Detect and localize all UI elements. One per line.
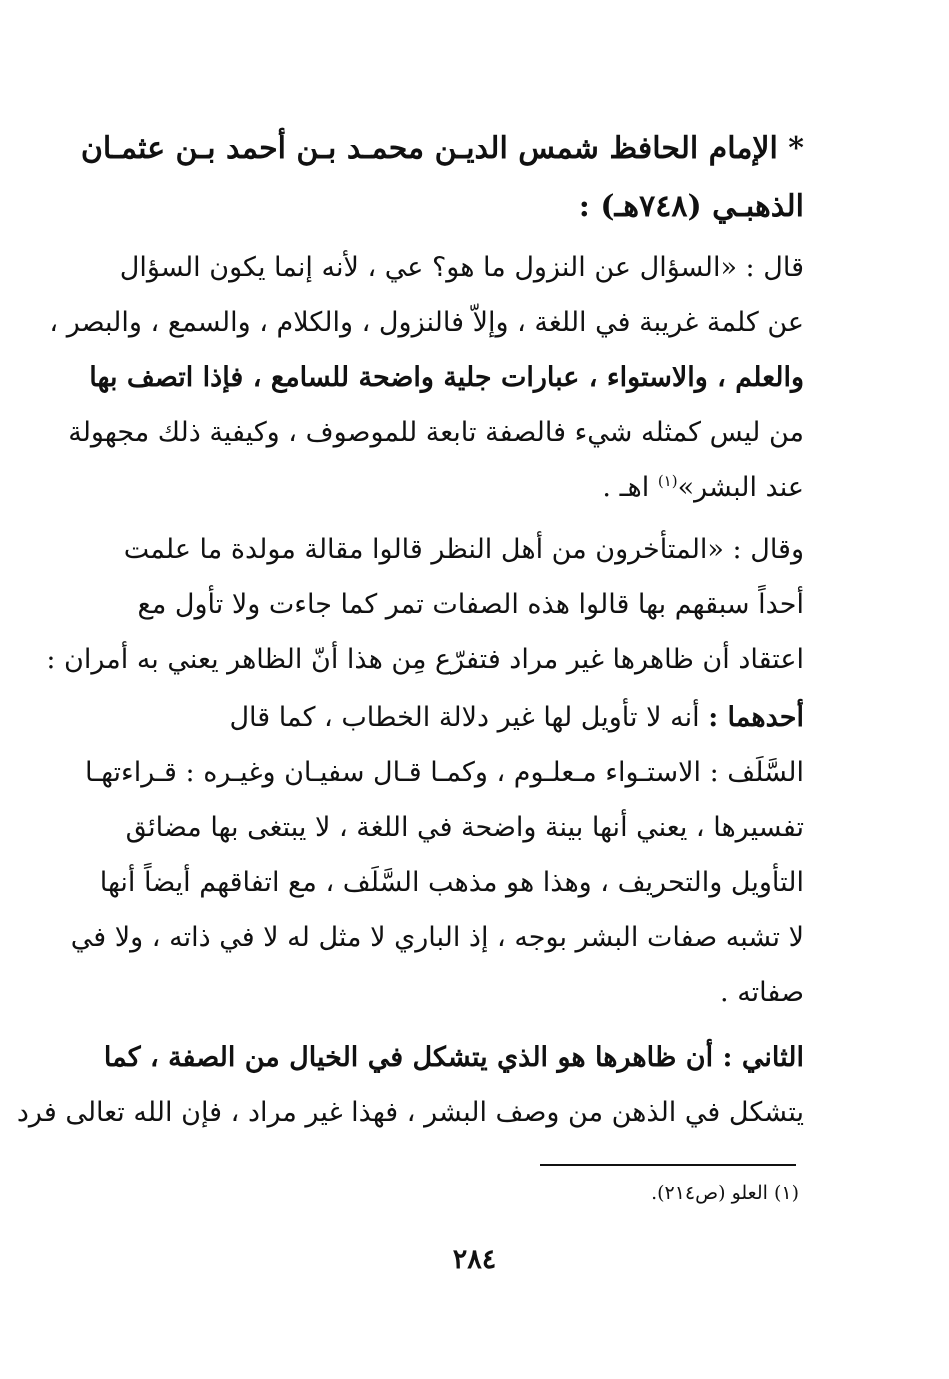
paragraph-line: عن كلمة غريبة في اللغة ، وإلاّ فالنزول ، والكلام ، والسمع ، والبصر ، [49, 307, 804, 338]
footnote-divider [540, 1164, 796, 1166]
paragraph-second-meaning [16, 1030, 804, 1140]
paragraph-line: والعلم ، والاستواء ، عبارات جلية واضحة للسامع ، فإذا اتصف بها [89, 362, 804, 393]
paragraph-text: عند البشر» [677, 472, 804, 503]
heading-line-1: * الإمام الحافظ شمس الديـن محمـد بـن أحمد بـن عثمـان [80, 131, 804, 166]
footnote-marker[interactable]: (١) [657, 472, 678, 490]
paragraph-line: تفسيرها ، يعني أنها بينة واضحة في اللغة ، لا يبتغى بها مضائق [125, 812, 804, 843]
paragraph-line [98, 1030, 804, 1085]
paragraph-line-last: صفاته . [720, 977, 804, 1008]
paragraph-line: اعتقاد أن ظاهرها غير مراد فتفرّع مِن هذا أنّ الظاهر يعني به أمران : [46, 644, 804, 675]
paragraph-line: أحداً سبقهم بها قالوا هذه الصفات تمر كما جاءت ولا تأول مع [137, 589, 804, 620]
section-heading [80, 120, 804, 236]
paragraph-quote-2 [46, 522, 804, 687]
heading-line-2: الذهبـي (٧٤٨هـ) : [578, 189, 804, 224]
paragraph-label: أحدهما : [708, 702, 804, 733]
paragraph-text: أن ظاهرها هو الذي يتشكل في الخيال من الصفة ، كما [103, 1042, 723, 1073]
paragraph-line: من ليس كمثله شيء فالصفة تابعة للموصوف ، وكيفية ذلك مجهولة [68, 417, 804, 448]
paragraph-text: أنه لا تأويل لها غير دلالة الخطاب ، كما قال [229, 702, 709, 733]
paragraph-label: الثاني : [722, 1042, 804, 1073]
paragraph-line [98, 690, 804, 745]
paragraph-line: قال : «السؤال عن النزول ما هو؟ عي ، لأنه إنما يكون السؤال [119, 252, 804, 283]
paragraph-text: اهـ . [602, 472, 658, 503]
paragraph-line: التأويل والتحريف ، وهذا هو مذهب السَّلَف ، مع اتفاقهم أيضاً أنها [99, 867, 804, 898]
page-number: ٢٨٤ [452, 1244, 497, 1275]
paragraph-line-last [98, 460, 804, 515]
paragraph-line: السَّلَف : الاستـواء مـعلـوم ، وكمـا قـال سفيـان وغيـره : قـراءتهـا [84, 757, 804, 788]
footnote: (١) العلو (ص٢١٤). [651, 1182, 799, 1204]
paragraph-line: وقال : «المتأخرون من أهل النظر قالوا مقالة مولدة ما علمت [123, 534, 804, 565]
paragraph-quote-1 [49, 240, 804, 515]
paragraph-first-meaning [70, 690, 804, 1020]
paragraph-line: لا تشبه صفات البشر بوجه ، إذ الباري لا مثل له لا في ذاته ، ولا في [70, 922, 804, 953]
paragraph-line: يتشكل في الذهن من وصف البشر ، فهذا غير مراد ، فإن الله تعالى فرد [16, 1097, 804, 1128]
